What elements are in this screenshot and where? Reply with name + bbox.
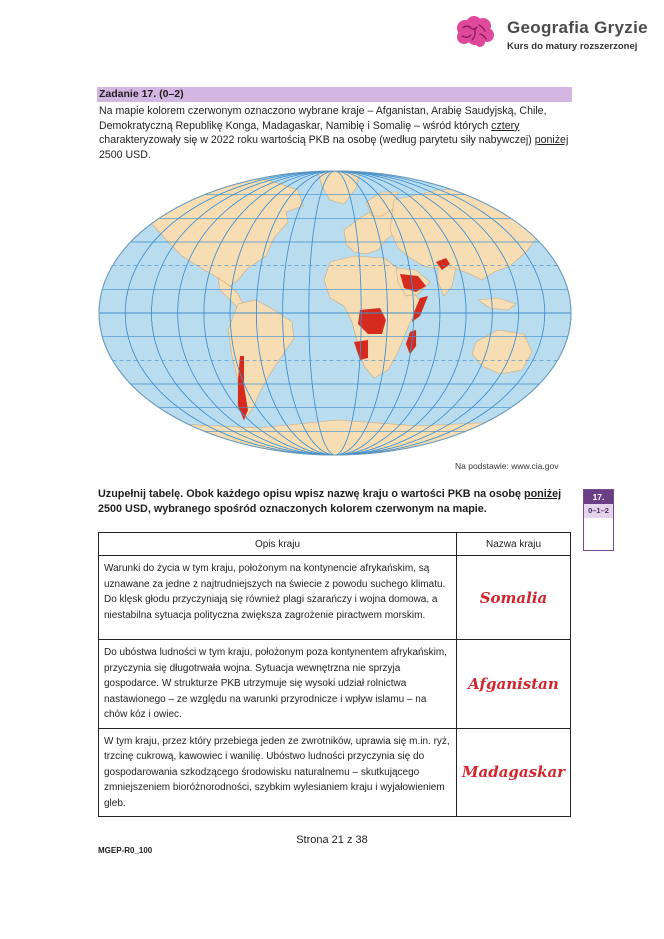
task-intro xyxy=(99,104,569,162)
brand-name: Geografia Gryzie xyxy=(507,18,648,37)
brand-subtitle: Kurs do matury rozszerzonej xyxy=(507,41,638,52)
intro-text-2: charakteryzowały się w 2022 roku wartością PKB na osobę (według parytetu siły nabywczej) xyxy=(99,134,535,146)
table-row xyxy=(99,728,571,817)
map-source: Na podstawie: www.cia.gov xyxy=(455,461,559,471)
task-instruction xyxy=(98,487,568,516)
intro-underlined-cztery: cztery xyxy=(491,119,520,132)
instruction-text-1: Uzupełnij tabelę. Obok każdego opisu wpisz nazwę kraju o wartości PKB na osobę xyxy=(98,488,524,500)
header-country-name: Nazwa kraju xyxy=(457,533,571,556)
instruction-text-2: 2500 USD, wybranego spośród oznaczonych kolorem czerwonym na mapie. xyxy=(98,502,487,515)
land-new-zealand xyxy=(550,376,560,396)
brand-header xyxy=(455,14,655,58)
row-answer[interactable]: Madagaskar xyxy=(457,728,571,817)
row-answer[interactable]: Somalia xyxy=(457,556,571,640)
score-task-number: 17. xyxy=(584,490,613,504)
page-number: Strona 21 z 38 xyxy=(296,834,368,846)
row-description: Warunki do życia w tym kraju, położonym na kontynencie afrykańskim, są uznawane za jedne z najtrudniejszych na świecie z powodu suchego klimatu. Do klęsk głodu przyczyniają się również plagi szarańczy i wojna domowa, a niestabilna sytuacja polityczna zwiększa zagrożenie piractwem morskim. xyxy=(99,556,457,640)
score-range: 0–1–2 xyxy=(584,504,613,518)
intro-text-1: Na mapie kolorem czerwonym oznaczono wybrane kraje – Afganistan, Arabię Saudyjską, Chile, Demokratyczną Republikę Konga, Madagaskar, Namibię i Somalię – wśród których xyxy=(99,105,547,132)
answer-table xyxy=(98,532,571,817)
instruction-underlined-ponizej: poniżej xyxy=(523,488,562,500)
table-header-row xyxy=(99,533,571,556)
table-row xyxy=(99,556,571,640)
task-header: Zadanie 17. (0–2) xyxy=(97,87,572,102)
row-answer[interactable]: Afganistan xyxy=(457,640,571,729)
world-map-svg xyxy=(98,170,573,457)
table-row xyxy=(99,640,571,729)
row-description: W tym kraju, przez który przebiega jeden ze zwrotników, uprawia się m.in. ryż, trzcinę cukrową, kawowiec i wanilię. Ubóstwo ludności przyczynia się do gospodarowania szkodzącego środowisku naturalnemu – skutkującego zmniejszeniem bioróżnorodności, szybkim wylesianiem kraju i wyjałowieniem gleb. xyxy=(99,728,457,817)
score-box xyxy=(583,489,614,551)
intro-underlined-ponizej: poniżej xyxy=(534,134,569,146)
row-description: Do ubóstwa ludności w tym kraju, położonym poza kontynentem afrykańskim, przyczynia się długotrwała wojna. Sytuacja wewnętrzna nie sprzyja gospodarce. W strukturze PKB utrzymuje się wysoki udział rolnictwa nastawionego – ze względu na warunki przyrodnicze i wpływ islamu – na chów kóz i owiec. xyxy=(99,640,457,729)
world-map xyxy=(98,170,573,457)
header-description: Opis kraju xyxy=(99,533,457,556)
document-code: MGEP-R0_100 xyxy=(98,846,153,855)
brain-icon xyxy=(455,16,495,50)
land-antarctica xyxy=(98,420,573,457)
intro-text-3: 2500 USD. xyxy=(99,148,151,161)
